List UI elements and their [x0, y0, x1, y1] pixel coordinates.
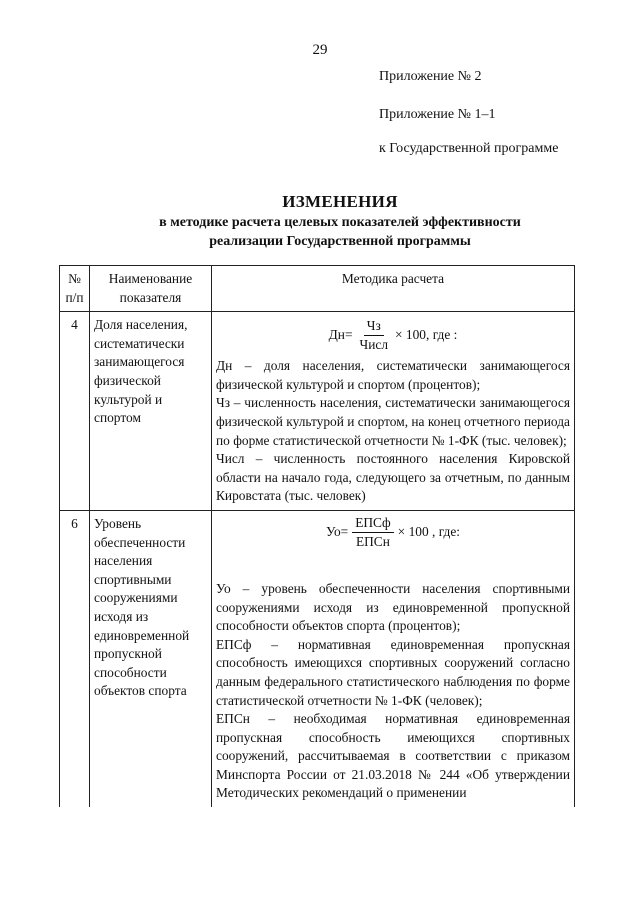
- header-number: № п/п: [60, 266, 90, 312]
- method-paragraph: Числ – численность постоянного населения Кировской области на начало года, следующего за отчетным, по данным Кировстата (тыс. человек): [216, 451, 570, 504]
- formula-tail: × 100 , где:: [397, 524, 461, 540]
- annex-label-2: Приложение № 1–1: [379, 107, 496, 122]
- formula: Уо = $\frac{\text{ЕПСф}}{\text{ЕПСн}}$ × 100 , где:: [325, 514, 461, 549]
- document-title-block: [60, 192, 620, 250]
- formula-numerator: Чз: [364, 318, 384, 336]
- row-number: 4: [60, 312, 90, 511]
- row-number: 6: [60, 510, 90, 807]
- table-row: [60, 312, 575, 511]
- table-header-row: [60, 266, 575, 312]
- formula-lhs: Уо: [325, 524, 341, 540]
- formula-denominator: ЕПСн: [355, 533, 390, 549]
- formula: Дн = $\frac{Чз}{\text{Числ}}$ × 100, где :: [328, 318, 458, 353]
- calculation-method: [212, 510, 575, 807]
- method-paragraph: Чз – численность населения, систематически занимающегося физической культурой и спортом, на конец отчетного периода по форме статистической отчетности № 1-ФК (тыс. человек);: [216, 395, 570, 448]
- indicator-name: Доля населения, систематически занимающегося физической культурой и спортом: [90, 312, 212, 511]
- document-subtitle-line-1: в методике расчета целевых показателей эффективности: [159, 215, 521, 230]
- page-number: 29: [312, 42, 328, 58]
- table-row: [60, 510, 575, 807]
- header-indicator-name: Наименование показателя: [90, 266, 212, 312]
- formula-denominator: Числ: [359, 337, 389, 353]
- method-paragraph: ЕПСф – нормативная единовременная пропускная способность имеющихся спортивных сооружений согласно данным федерального статистического наблюдения по форме статистической отчетности № 1-ФК (человек);: [216, 636, 570, 708]
- formula-fraction: [352, 515, 393, 550]
- formula-numerator: ЕПСф: [352, 515, 393, 533]
- annex-label-3: к Государственной программе: [379, 141, 559, 156]
- formula-tail: × 100, где :: [395, 327, 458, 343]
- annex-label-1: Приложение № 2: [379, 69, 482, 84]
- method-paragraph: ЕПСн – необходимая нормативная единовременная пропускная способность имеющихся спортивных сооружений, рассчитываемая в соответствии с приказом Минспорта России от 21.03.2018 № 244 «Об утверждении Методических рекомендаций о применении: [216, 711, 570, 801]
- method-paragraph: Уо – уровень обеспеченности населения спортивными сооружениями исходя из единовременной пропускной способности объектов спорта (процентов);: [216, 580, 570, 634]
- indicator-name: Уровень обеспеченности населения спортивными сооружениями исходя из единовременной пропускной способности объектов спорта: [90, 510, 212, 807]
- formula-fraction: [357, 318, 392, 353]
- document-subtitle-line-2: реализации Государственной программы: [209, 234, 471, 249]
- calculation-method: [212, 312, 575, 511]
- document-title: ИЗМЕНЕНИЯ: [282, 192, 398, 211]
- header-calculation-method: Методика расчета: [212, 266, 575, 312]
- formula-lhs: Дн: [328, 327, 345, 343]
- indicators-table: [59, 265, 575, 807]
- method-paragraph: Дн – доля населения, систематически занимающегося физической культурой и спортом (процентов);: [216, 358, 570, 392]
